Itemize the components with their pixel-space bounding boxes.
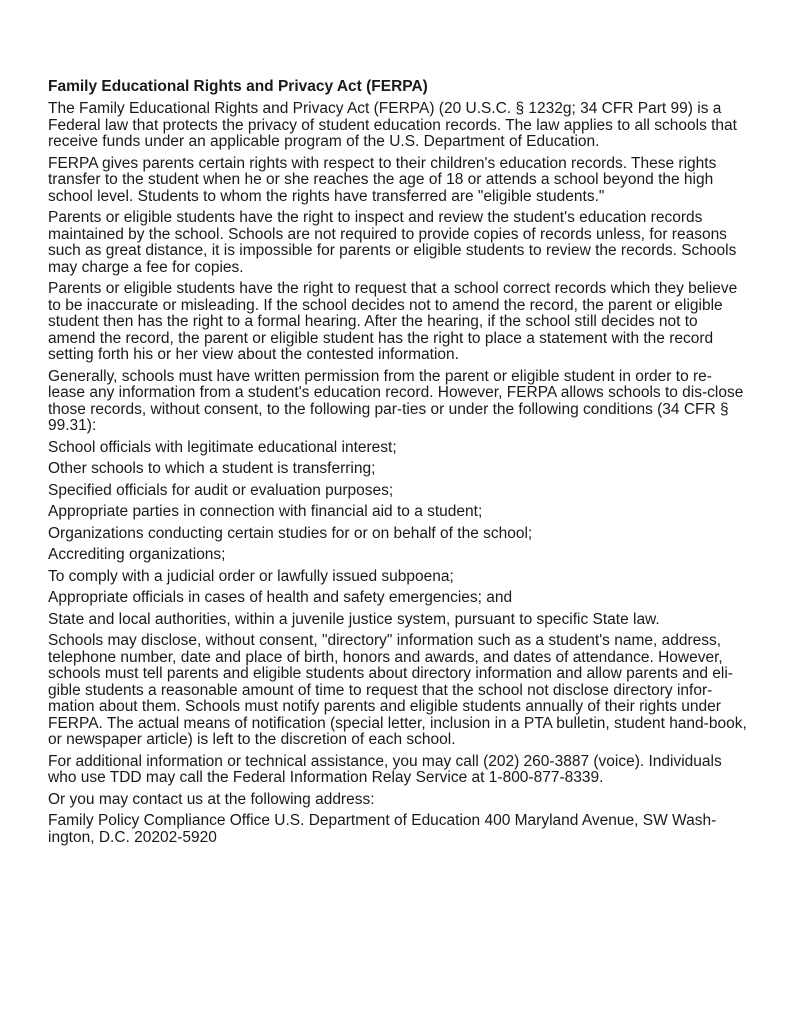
document-page [48, 78, 748, 846]
condition-item: To comply with a judicial order or lawfully issued subpoena; [48, 567, 454, 585]
condition-item: State and local authorities, within a juvenile justice system, pursuant to specific State law. [48, 610, 660, 628]
document-title: Family Educational Rights and Privacy Act (FERPA) [48, 78, 428, 95]
condition-item: Organizations conducting certain studies for or on behalf of the school; [48, 524, 533, 542]
condition-item: Appropriate parties in connection with financial aid to a student; [48, 503, 483, 520]
contact-paragraph: For additional information or technical assistance, you may call (202) 260-3887 (voice). Individuals who use TDD may call the Federal Information Relay Service at 1-800-877-8339. [48, 752, 722, 786]
intro-paragraph-5: Generally, schools must have written permission from the parent or eligible student in order to re-lease any information from a student's education record. However, FERPA allows schools to dis-close those records, without consent, to the following par-ties or under the following conditions (34 CFR § 99.31): [48, 367, 744, 434]
condition-item: Specified officials for audit or evaluation purposes; [48, 481, 394, 499]
condition-item: School officials with legitimate educational interest; [48, 438, 397, 456]
address-intro: Or you may contact us at the following address: [48, 790, 375, 808]
intro-paragraph-2: FERPA gives parents certain rights with respect to their children's education records. These rights transfer to the student when he or she reaches the age of 18 or attends a school beyond the high school level. Students to whom the rights have transferred are "eligible students." [48, 154, 717, 205]
intro-paragraph-4: Parents or eligible students have the right to request that a school correct records which they believe to be inaccurate or misleading. If the school decides not to amend the record, the parent or eligible student then has the right to a formal hearing. After the hearing, if the school still decides not to amend the record, the parent or eligible student has the right to place a statement with the record setting forth his or her view about the contested information. [48, 280, 738, 363]
condition-item: Appropriate officials in cases of health and safety emergencies; and [48, 589, 513, 606]
intro-paragraph-1: The Family Educational Rights and Privacy Act (FERPA) (20 U.S.C. § 1232g; 34 CFR Part 99) is a Federal law that protects the privacy of student education records. The law applies to all schools that receive funds under an applicable program of the U.S. Department of Education. [48, 100, 737, 150]
condition-item: Accrediting organizations; [48, 546, 226, 563]
directory-paragraph: Schools may disclose, without consent, "directory" information such as a student's name, address, telephone number, date and place of birth, honors and awards, and dates of attendance. However, schools must tell parents and eligible students about directory information and allow parents and eli-gible students a reasonable amount of time to request that the school not disclose directory infor-mation about them. Schools must notify parents and eligible students annually of their rights under FERPA. The actual means of notification (special letter, inclusion in a PTA bulletin, student hand-book, or newspaper article) is left to the discretion of each school. [48, 632, 747, 748]
mailing-address: Family Policy Compliance Office U.S. Department of Education 400 Maryland Avenue, SW Wash-ington, D.C. 20202-5920 [48, 812, 717, 846]
condition-item: Other schools to which a student is transferring; [48, 460, 376, 477]
intro-paragraph-3: Parents or eligible students have the right to inspect and review the student's education records maintained by the school. Schools are not required to provide copies of records unless, for reasons such as great distance, it is impossible for parents or eligible students to review the records. Schools may charge a fee for copies. [48, 209, 737, 276]
